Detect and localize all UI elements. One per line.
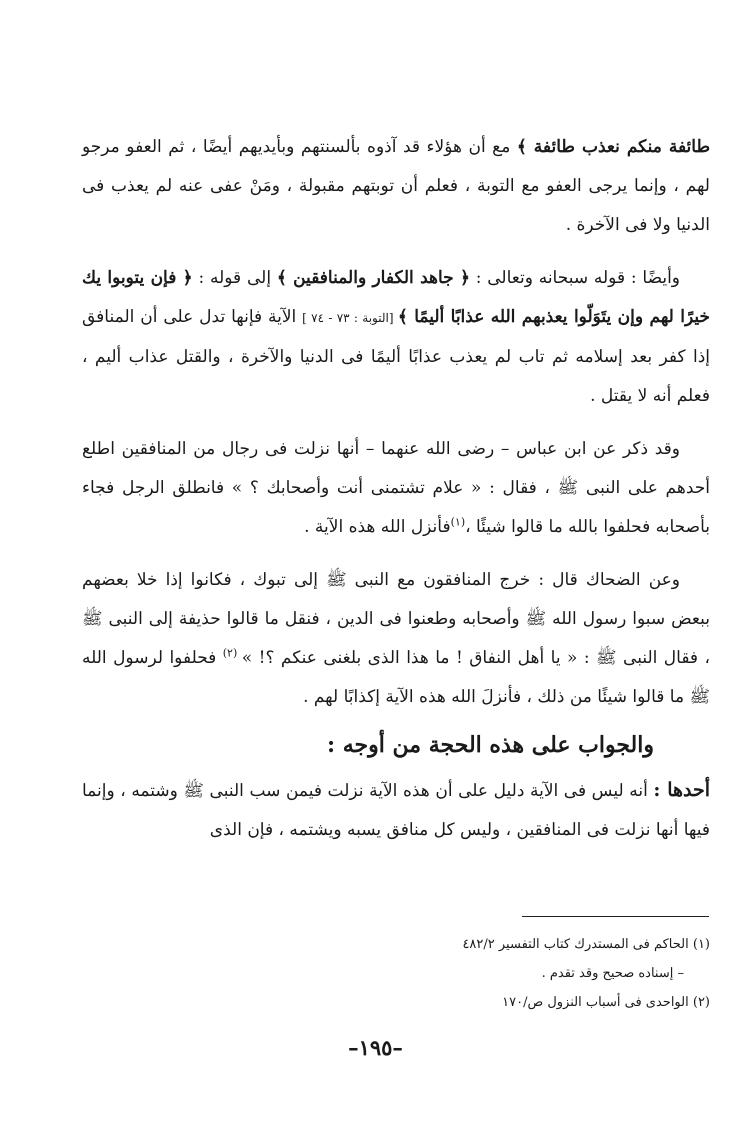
paragraph-text: فحلفوا لرسول الله ﷺ ما قالوا شيئًا من ذلك ، فأنزلَ الله هذه الآية إكذابًا لهم . (82, 648, 710, 707)
quran-quote: ﴿ جاهد الكفار والمنافقين ﴾ (276, 268, 470, 288)
paragraph-1 (82, 128, 710, 245)
paragraph-2 (82, 259, 710, 416)
footnote-marker-2: (٢) (222, 646, 242, 660)
paragraph-text: إلى قوله : (192, 268, 277, 288)
paragraph-4 (82, 561, 710, 717)
footnote-1-continuation: – إسناده صحيح وقد تقدم . (541, 966, 684, 981)
main-text (82, 128, 710, 850)
paragraph-text: وقد ذكر عن ابن عباس – رضى الله عنهما – أنها نزلت فى رجال من المنافقين اطلع أحدهم على النبى ﷺ ، فقال : « علام تشتمنى أنت وأصحابك ؟ » فانطلق الرجل فجاء بأصحابه فحلفوا بالله ما قالوا شيئًا ، (82, 439, 710, 537)
quran-quote: طائفة منكم نعذب طائفة ﴾ (516, 137, 710, 157)
paragraph-text: فأنزل الله هذه الآية . (304, 517, 451, 537)
point-label: أحدها : (653, 779, 710, 801)
footnote-1: (١) الحاكم فى المستدرك كتاب التفسير ٤٨٢/٢ (462, 937, 710, 952)
verse-reference: [التوبة : ٧٣ - ٧٤ ] (302, 311, 398, 325)
paragraph-text: وأيضًا : قوله سبحانه وتعالى : (469, 268, 680, 288)
paragraph-text: الآية فإنها تدل على أن المنافق إذا كفر بعد إسلامه ثم تاب لم يعذب عذابًا أليمًا فى الدنيا والآخرة ، والقتل عذاب أليم ، فعلم أنه لا يقتل . (82, 307, 710, 406)
paragraph-text: مع أن هؤلاء قد آذوه بألسنتهم وبأيديهم أيضًا ، ثم العفو مرجو لهم ، وإنما يرجى العفو مع التوبة ، فعلم أن توبتهم مقبولة ، ومَنْ عفى عنه لم يعذب فى الدنيا ولا فى الآخرة . (82, 137, 710, 235)
footnote-divider (522, 916, 709, 917)
section-heading: والجواب على هذه الحجة من أوجه : (326, 732, 654, 758)
paragraph-text: وعن الضحاك قال : خرج المنافقون مع النبى ﷺ إلى تبوك ، فكانوا إذا خلا بعضهم ببعض سبوا رسول الله ﷺ وأصحابه وطعنوا فى الدين ، فنقل ما قالوا حذيفة إلى النبى ﷺ ، فقال النبى ﷺ : « يا أهل النفاق ! ما هذا الذى بلغنى عنكم ؟! » (82, 570, 710, 668)
footnote-marker-1: (١) (450, 515, 466, 529)
paragraph-3 (82, 430, 710, 547)
page-number: –١٩٥– (348, 1035, 403, 1060)
paragraph-text: أنه ليس فى الآية دليل على أن هذه الآية نزلت فيمن سب النبى ﷺ وشتمه ، وإنما فيها أنها نزلت فى المنافقين ، وليس كل منافق يسبه ويشتمه ، فإن الذى (82, 781, 710, 840)
paragraph-5 (82, 771, 710, 850)
footnote-2: (٢) الواحدى فى أسباب النزول ص/١٧٠ (502, 995, 710, 1010)
footnotes (82, 930, 710, 1017)
quran-quote: ﴿ فإن يتوبوا يك خيرًا لهم وإن يتَوَلّوا يعذبهم الله عذابًا أليمًا ﴾ (82, 268, 710, 327)
